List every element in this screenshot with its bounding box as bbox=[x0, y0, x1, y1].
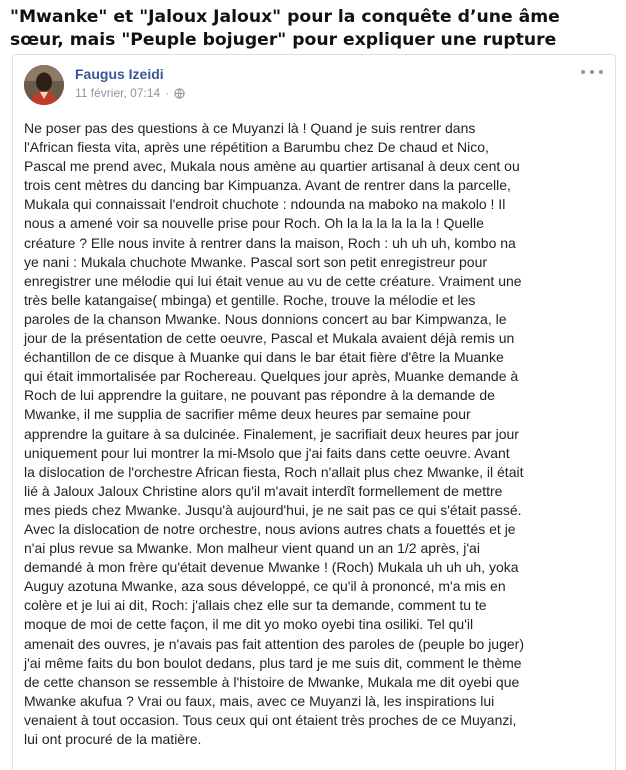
globe-icon[interactable] bbox=[174, 88, 185, 99]
post-timestamp[interactable]: 11 février, 07:14 bbox=[75, 86, 161, 100]
avatar[interactable] bbox=[24, 65, 64, 105]
meta-separator: · bbox=[165, 86, 170, 100]
facebook-post-card bbox=[12, 54, 616, 770]
article-headline: "Mwanke" et "Jaloux Jaloux" pour la conquête d’une âme sœur, mais "Peuple bojuger" pour expliquer une rupture bbox=[10, 7, 560, 50]
more-options-icon[interactable] bbox=[581, 65, 603, 79]
post-body-text: Ne poser pas des questions à ce Muyanzi là ! Quand je suis rentrer dans l'African fiesta vita, après une répétition a Barumbu chez De chaud et Nico, Pascal me prend avec, Mukala nous amène au quartier artisanal à deux cent ou trois cent mètres du dancing bar Kimpuanza. Avant de rentrer dans la parcelle, Mukala qui connaissait l'endroit chuchote : ndounda na maboko na makolo ! Il nous a amené voir sa nouvelle prise pour Roch. Oh la la la la la la ! Quelle créature ? Elle nous invite à rentrer dans la maison, Roch : uh uh uh, kombo na ye nani : Mukala chuchote Mwanke. Pascal sort son petit enregistreur pour enregistrer une mélodie qui lui était venue au vu de cette créature. Vraiment une très belle katangaise( mbinga) et gentille. Roche, trouve la mélodie et les paroles de la chanson Mwanke. Nous donnions concert au bar Kimpwanza, le jour de la présentation de cette oeuvre, Pascal et Mukala avaient déjà remis un échantillon de ce disque à Muanke qui dans le bar était fière d'être la Muanke qui était immortalisée par Rochereau. Quelques jour après, Muanke demande à Roch de lui apprendre la guitare, ne pouvant pas répondre à la demande de Mwanke, il me supplia de sacrifier même deux heures par semaine pour apprendre la guitare à sa dulcinée. Finalement, je sacrifiait deux heures par jour uniquement pour lui montrer la mi-Msolo que j'ai faits dans cette oeuvre. Avant la dislocation de l'orchestre African fiesta, Roch n'allait plus chez Mwanke, il était lié à Jaloux Jaloux Christine alors qu'il m'avait interdît formellement de mettre mes pieds chez Mwanke. Jusqu'à aujourd'hui, je ne sait pas ce qui s'était passé. Avec la dislocation de notre orchestre, nous avions autres chats a fouettés et je n'ai plus revue sa Mwanke. Mon malheur vient quand un an 1/2 après, j'ai demandé à mon frère qu'était devenue Mwanke ! (Roch) Mukala uh uh uh, yoka Auguy azotuna Mwanke, aza sous développé, ce qu'il à prononcé, m'a mis en colère et je lui ai dit, Roch: j'allais chez elle sur ta demande, comment tu te moque de moi de cette façon, il me dit yo moko oyebi tina osiliki. Tel qu'il amenait des ouvres, je n'avais pas fait attention des paroles de (peuple bo juger) j'ai même faits du bon boulot dedans, plus tard je me suis dit, comment le thème de cette chanson se ressemble à l'histoire de Mwanke, Mukala me dit oyebi que Mwanke akufua ? Vrai ou faux, mais, avec ce Muyanzi là, les inspirations lui venaient à tout occasion. Tous ceux qui ont étaient très proches de ce Muyanzi, lui ont procuré de la matière. bbox=[24, 120, 524, 747]
post-meta bbox=[75, 86, 185, 100]
author-name-link[interactable]: Faugus Izeidi bbox=[75, 66, 164, 82]
avatar-image bbox=[24, 65, 64, 105]
